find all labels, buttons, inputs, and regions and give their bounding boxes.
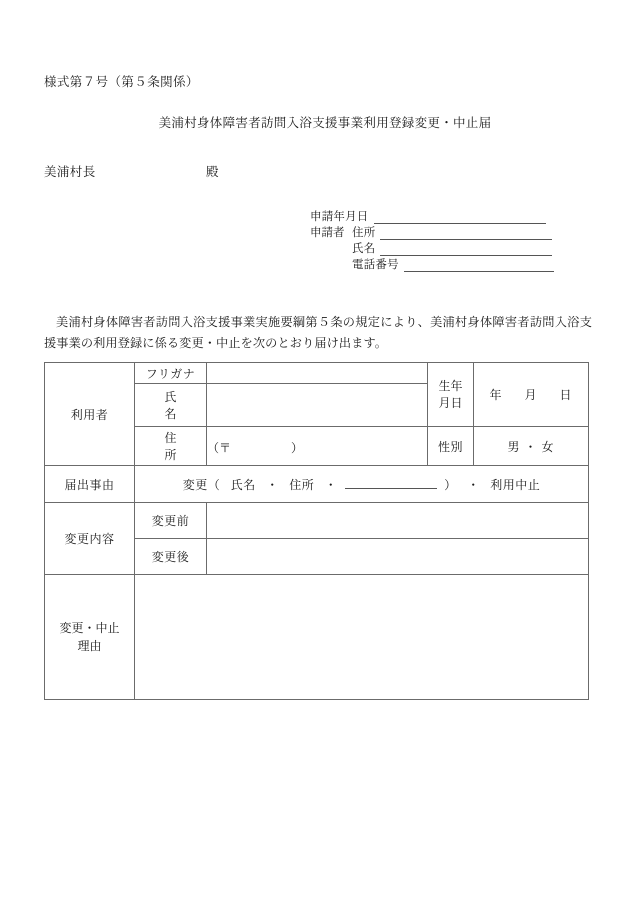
applicant-address-rule[interactable]	[380, 227, 552, 240]
gender-separator: ・	[524, 439, 538, 454]
form-number: 様式第７号（第５条関係）	[44, 75, 199, 89]
change-content-label: 変更内容	[45, 503, 135, 575]
birthdate-input[interactable]	[474, 363, 589, 427]
applicant-date-row	[310, 208, 554, 224]
applicant-address-row	[310, 224, 554, 240]
applicant-address-label: 住所	[352, 227, 376, 239]
applicant-name-label: 氏名	[352, 243, 376, 255]
reason-dot-3: ・	[467, 477, 480, 492]
birthdate-label	[428, 363, 474, 427]
applicant-phone-row	[310, 256, 554, 272]
addressee-name: 美浦村長	[44, 165, 96, 179]
applicant-name-rule[interactable]	[380, 243, 552, 256]
applicant-lead-label: 申請者	[310, 227, 345, 239]
notification-table	[44, 362, 589, 700]
addressee-honorific: 殿	[206, 165, 219, 179]
gender-options[interactable]	[474, 427, 589, 466]
address-label: 住 所	[135, 427, 207, 466]
reason-dot-1: ・	[266, 477, 279, 492]
reason-other-input[interactable]	[345, 477, 437, 489]
gender-female-option[interactable]: 女	[541, 439, 555, 454]
applicant-phone-rule[interactable]	[404, 259, 554, 272]
after-label: 変更後	[135, 539, 207, 575]
address-input[interactable]	[207, 427, 428, 466]
birthdate-label-line1: 生年	[438, 379, 463, 394]
before-label: 変更前	[135, 503, 207, 539]
reason-name-option[interactable]: 氏名	[230, 477, 256, 492]
user-section-label: 利用者	[45, 363, 135, 466]
furigana-input[interactable]	[207, 363, 428, 384]
applicant-name-row	[310, 240, 554, 256]
postal-code-mark: （〒 ）	[207, 441, 304, 455]
reason-dot-2: ・	[324, 477, 338, 492]
table-row-notification-reason	[45, 466, 589, 503]
change-stop-reason-label-line2: 理由	[77, 639, 102, 653]
gender-label: 性別	[428, 427, 474, 466]
gender-male-option[interactable]: 男	[507, 439, 521, 454]
table-row-furigana	[45, 363, 589, 384]
birth-day-label: 日	[559, 388, 573, 402]
reason-address-option[interactable]: 住所	[289, 477, 315, 492]
applicant-block	[310, 208, 554, 272]
body-paragraph: 美浦村身体障害者訪問入浴支援事業実施要綱第５条の規定により、美浦村身体障害者訪問入浴支援事業の利用登録に係る変更・中止を次のとおり届け出ます。	[44, 315, 592, 351]
notification-reason-options[interactable]	[135, 466, 589, 503]
change-stop-reason-label-line1: 変更・中止	[59, 621, 120, 635]
notification-reason-label: 届出事由	[45, 466, 135, 503]
applicant-phone-label: 電話番号	[352, 259, 399, 271]
change-stop-reason-label	[45, 575, 135, 700]
birth-month-label: 月	[524, 388, 538, 402]
change-stop-reason-input[interactable]	[135, 575, 589, 700]
table-row-reason-detail	[45, 575, 589, 700]
birth-year-label: 年	[489, 388, 503, 402]
reason-change-label[interactable]: 変更（	[182, 477, 221, 492]
table-row-change-before	[45, 503, 589, 539]
applicant-date-rule[interactable]	[374, 211, 546, 224]
name-input[interactable]	[207, 384, 428, 427]
reason-stop-option[interactable]: 利用中止	[490, 477, 541, 492]
name-label: 氏 名	[135, 384, 207, 427]
after-input[interactable]	[207, 539, 589, 575]
applicant-date-label: 申請年月日	[310, 211, 369, 223]
birthdate-label-line2: 月日	[438, 395, 463, 410]
furigana-label: フリガナ	[135, 363, 207, 384]
before-input[interactable]	[207, 503, 589, 539]
page-title: 美浦村身体障害者訪問入浴支援事業利用登録変更・中止届	[158, 116, 492, 130]
reason-close-paren: ）	[444, 477, 457, 492]
